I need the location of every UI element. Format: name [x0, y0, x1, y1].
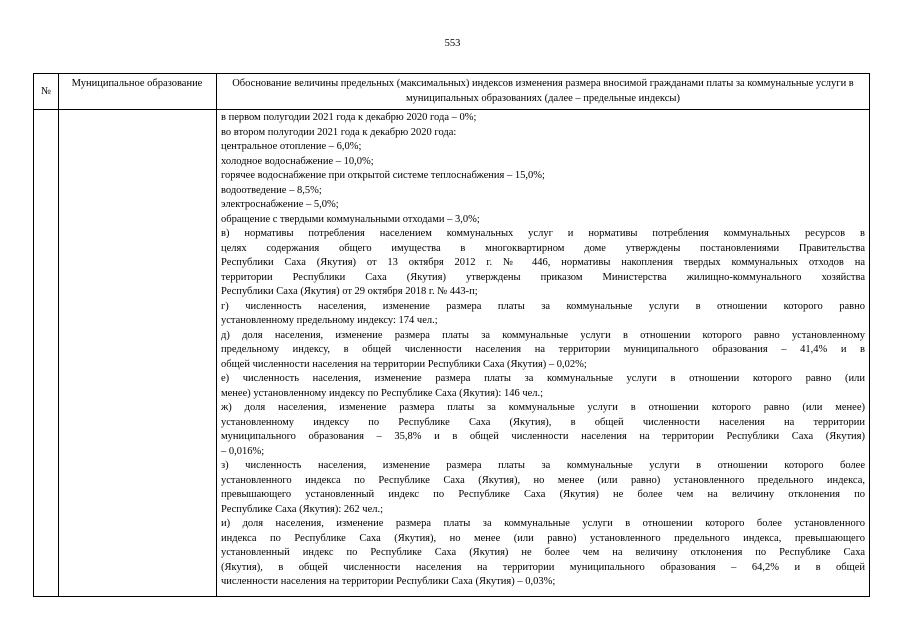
header-number: №: [40, 86, 52, 97]
text-line: е) численность населения, изменение размера платы за коммунальные услуги в отношении которого равно (или: [221, 373, 865, 384]
text-line: установленному индексу по Республике Саха (Якутия), в общей численности населения на территории: [221, 416, 865, 428]
text-line: и) доля населения, изменение размера платы за коммунальные услуги в отношении которого более установленного: [221, 518, 865, 529]
text-line: установленному предельному индексу: 174 чел.;: [221, 315, 438, 326]
text-line: общей численности населения на территории Республики Саха (Якутия) – 0,02%;: [221, 358, 587, 370]
text-line: Республики Саха (Якутия) от 13 октября 2012 г. № 446, нормативы накопления твердых коммунальных отходов на: [221, 257, 865, 268]
text-line: электроснабжение – 5,0%;: [221, 199, 339, 210]
column-divider: [58, 74, 59, 596]
text-line: превышающего установленный индекс по Республике Саха (Якутия) не более чем на величину отклонения по: [221, 489, 865, 500]
text-line: Республике Саха (Якутия): 262 чел.;: [221, 503, 384, 515]
text-line: – 0,016%;: [221, 445, 265, 457]
text-line: холодное водоснабжение – 10,0%;: [221, 155, 374, 167]
header-divider: [34, 109, 869, 110]
text-line: численности населения на территории Республики Саха (Якутия) – 0,03%;: [221, 576, 556, 587]
text-line: г) численность населения, изменение размера платы за коммунальные услуги в отношении которого равно: [221, 300, 865, 312]
text-line: территории Республики Саха (Якутия) утверждены приказом Министерства жилищно-коммунального хозяйства: [221, 271, 865, 283]
text-line: менее) установленному индексу по Республике Саха (Якутия): 146 чел.;: [221, 387, 544, 399]
text-line: установленного индекса по Республике Саха (Якутия), но менее (или равно) установленного предельного индекса,: [221, 474, 865, 486]
text-line: индекса по Республике Саха (Якутия), но менее (или равно) установленного предельного индекса, превышающего: [221, 532, 865, 544]
text-line: установленный индекс по Республике Саха (Якутия) не более чем на величину отклонения по Республике Саха: [221, 547, 865, 558]
text-line: во втором полугодии 2021 года к декабрю 2020 года:: [221, 126, 457, 138]
header-justification: Обоснование величины предельных (максимальных) индексов изменения размера вносимой гражданами платы за коммунальные услуги в муниципальных образованиях (далее – предельные индексы): [232, 78, 854, 104]
text-line: центральное отопление – 6,0%;: [221, 141, 362, 152]
text-line: з) численность населения, изменение размера платы за коммунальные услуги в отношении которого более: [221, 460, 865, 471]
justification-table: [33, 73, 870, 597]
text-line: в) нормативы потребления населением коммунальных услуг и нормативы потребления коммунальных ресурсов в: [221, 228, 865, 239]
text-line: д) доля населения, изменение размера платы за коммунальные услуги в отношении которого равно установленному: [221, 329, 865, 341]
text-line: ж) доля населения, изменение размера платы за коммунальные услуги в отношении которого равно (или менее): [221, 402, 865, 413]
text-line: Республики Саха (Якутия) от 29 октября 2018 г. № 443-п;: [221, 286, 478, 297]
text-line: (Якутия), в общей численности населения на территории муниципального образования – 64,2% и в общей: [221, 561, 865, 573]
text-line: в первом полугодии 2021 года к декабрю 2020 года – 0%;: [221, 112, 477, 123]
page-number: 553: [444, 38, 461, 49]
header-municipality: Муниципальное образование: [71, 78, 203, 89]
justification-text: [221, 111, 865, 590]
text-line: водоотведение – 8,5%;: [221, 184, 322, 196]
text-line: предельному индексу, в общей численности населения на территории муниципального образования – 41,4% и в: [221, 344, 865, 355]
text-line: муниципального образования – 35,8% и в общей численности населения на территории Республики Саха (Якутия): [221, 431, 865, 442]
text-line: обращение с твердыми коммунальными отходами – 3,0%;: [221, 213, 480, 225]
text-line: горячее водоснабжение при открытой системе теплоснабжения – 15,0%;: [221, 170, 545, 181]
text-line: целях содержания общего имущества в многоквартирном доме утверждены постановлениями Правительства: [221, 242, 865, 254]
column-divider: [216, 74, 217, 596]
